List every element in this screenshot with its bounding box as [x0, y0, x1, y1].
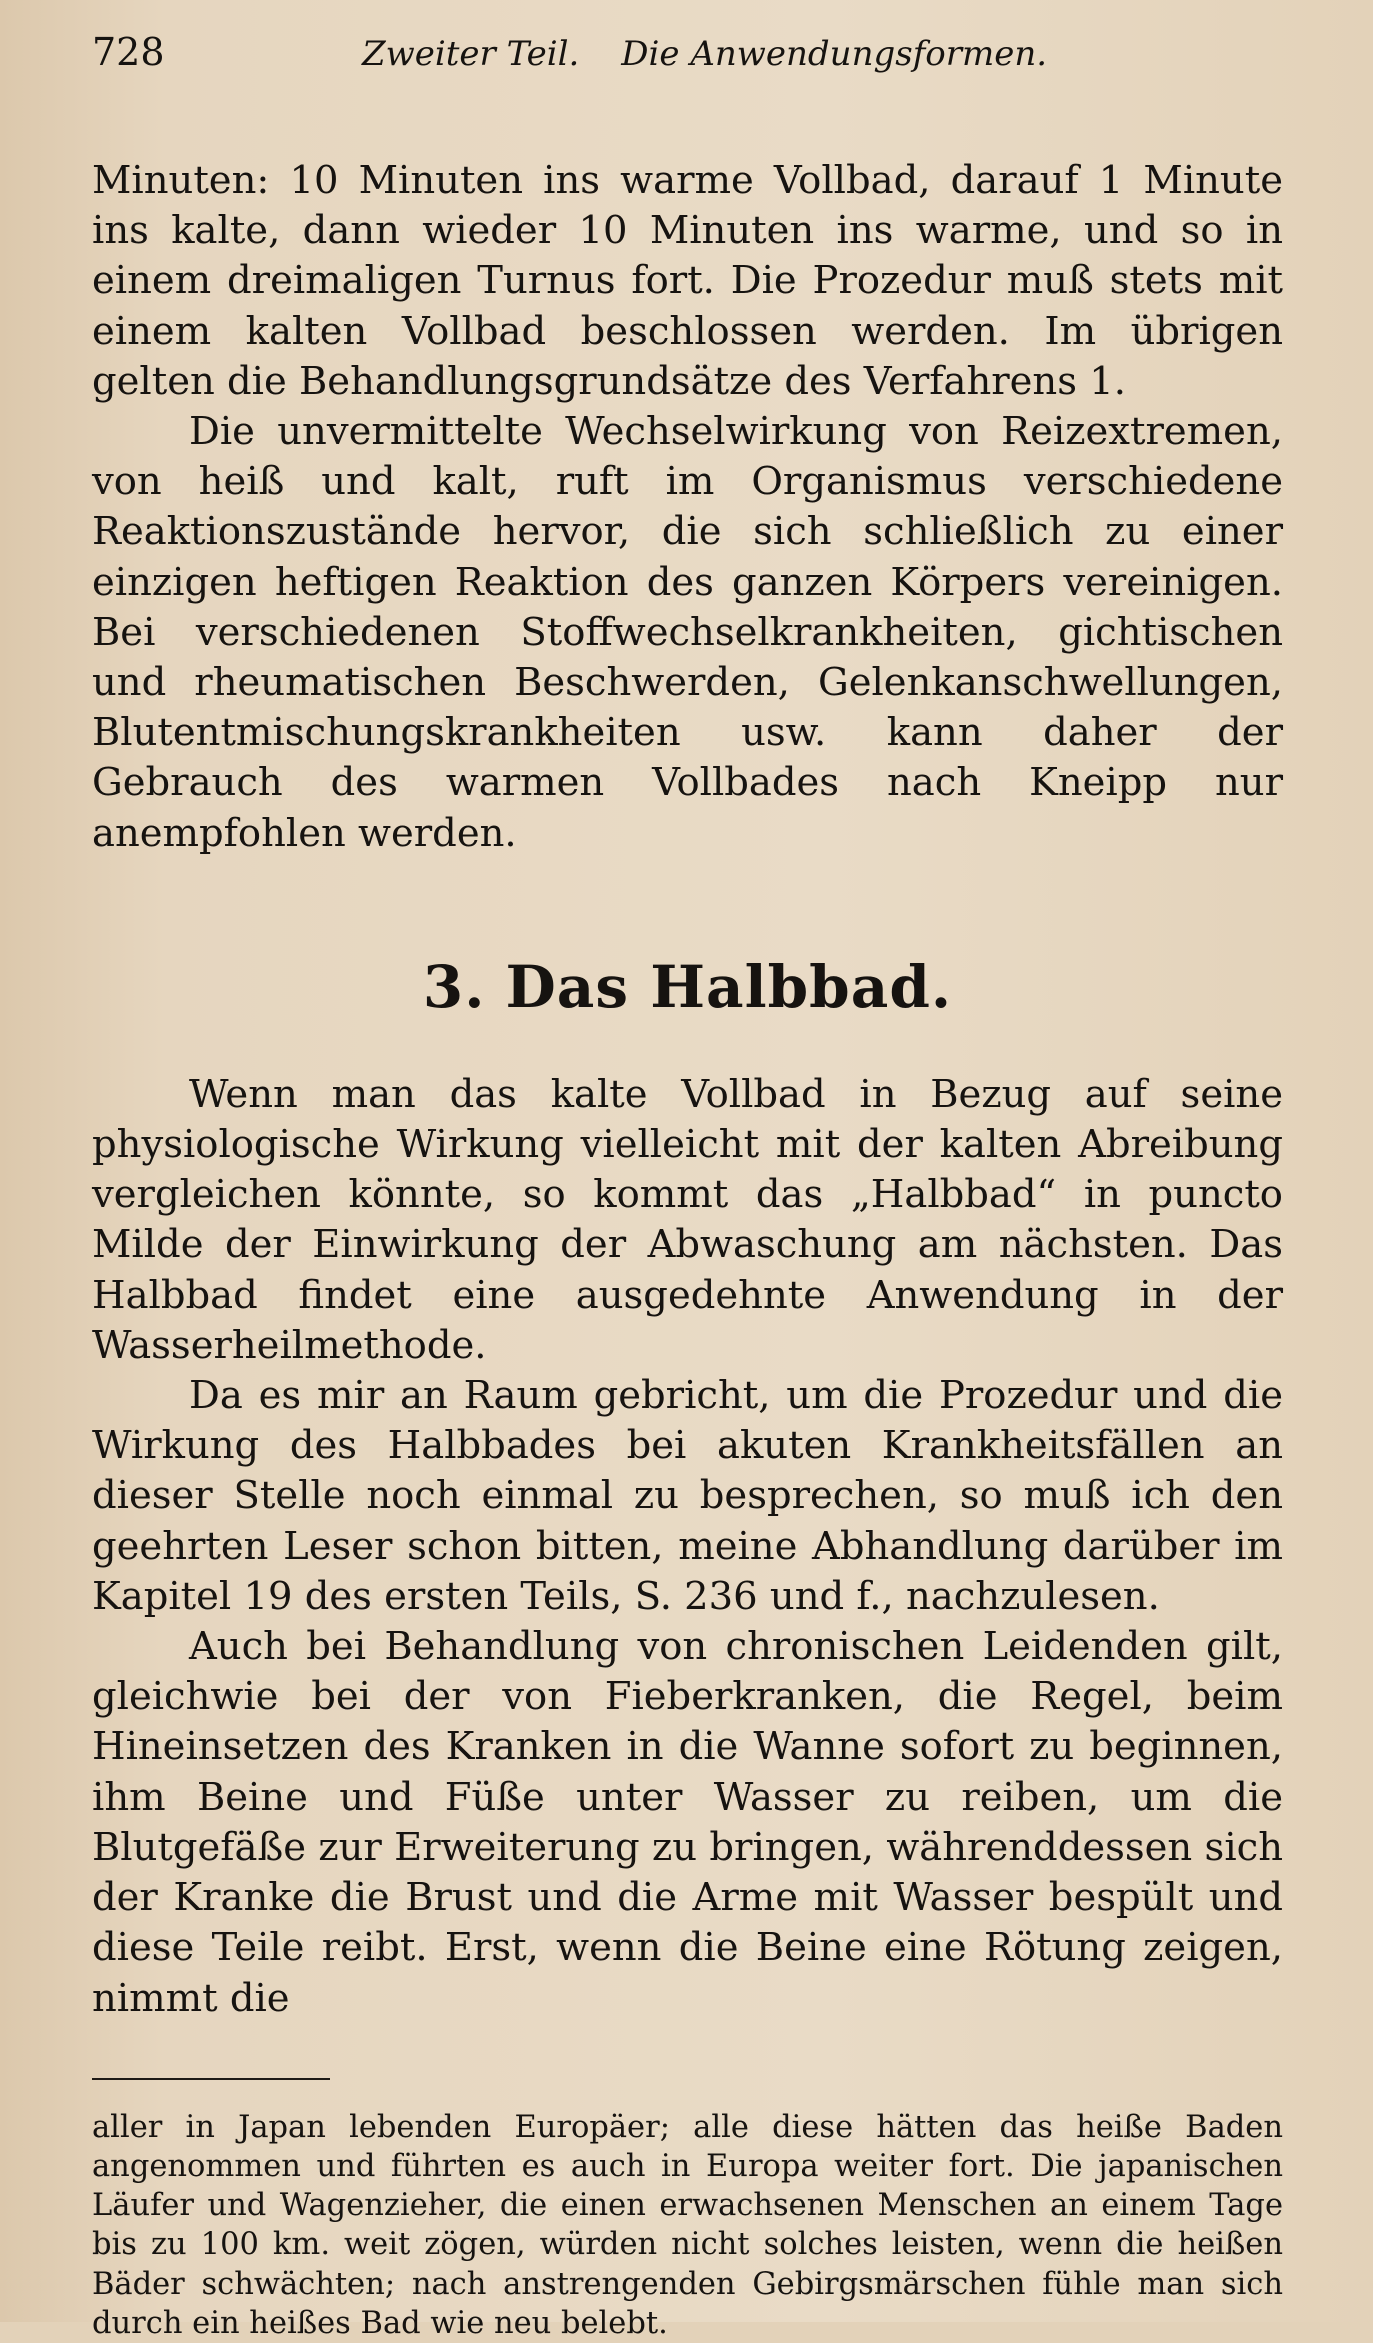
running-head-part: Zweiter Teil.: [362, 34, 580, 74]
paragraph: Minuten: 10 Minuten ins warme Vollbad, darauf 1 Minute ins kalte, dann wieder 10 Minuten ins warme, und so in einem dreimaligen Turnus fort. Die Prozedur muß stets mit einem kalten Vollbad beschlossen werden. Im übrigen gelten die Behandlungsgrundsätze des Verfahrens 1.: [92, 158, 1283, 404]
section-number: 3.: [422, 952, 486, 1021]
main-text: [92, 156, 1283, 2024]
running-head: [92, 30, 1283, 94]
paragraph: Auch bei Behandlung von chronischen Leidenden gilt, gleichwie bei der von Fieberkranken, die Regel, beim Hineinsetzen des Kranken in die Wanne sofort zu beginnen, ihm Beine und Füße unter Wasser zu reiben, um die Blutgefäße zur Erweiterung zu bringen, währenddessen sich der Kranke die Brust und die Arme mit Wasser bespült und diese Teile reibt. Erst, wenn die Beine eine Rötung zeigen, nimmt die: [92, 1624, 1283, 2021]
section-title: Das Halbbad.: [505, 952, 953, 1021]
running-head-chapter: Die Anwendungsformen.: [621, 34, 1048, 74]
footnote-divider: [92, 2078, 330, 2080]
footnote-area: [92, 2108, 1283, 2343]
paragraph: Die unvermittelte Wechselwirkung von Reizextremen, von heiß und kalt, ruft im Organismus verschiedene Reaktionszustände hervor, die sich schließlich zu einer einzigen heftigen Reaktion des ganzen Körpers vereinigen. Bei verschiedenen Stoffwechselkrankheiten, gichtischen und rheumatischen Beschwerden, Gelenkanschwellungen, Blutentmischungskrankheiten usw. kann daher der Gebrauch des warmen Vollbades nach Kneipp nur anempfohlen werden.: [92, 409, 1283, 856]
section-heading: [92, 952, 1283, 1022]
page-number: 728: [92, 30, 165, 74]
footnote-text: aller in Japan lebenden Europäer; alle diese hätten das heiße Baden angenommen und führten es auch in Europa weiter fort. Die japanischen Läufer und Wagenzieher, die einen erwachsenen Menschen an einem Tage bis zu 100 km. weit zögen, würden nicht solches leisten, wenn die heißen Bäder schwächten; nach anstrengenden Gebirgsmärschen fühle man sich durch ein heißes Bad wie neu belebt.: [92, 2109, 1283, 2341]
paragraph: Da es mir an Raum gebricht, um die Prozedur und die Wirkung des Halbbades bei akuten Krankheitsfällen an dieser Stelle noch einmal zu besprechen, so muß ich den geehrten Leser schon bitten, meine Abhandlung darüber im Kapitel 19 des ersten Teils, S. 236 und f., nachzulesen.: [92, 1373, 1283, 1619]
paragraph: Wenn man das kalte Vollbad in Bezug auf seine physiologische Wirkung vielleicht mit der kalten Abreibung vergleichen könnte, so kommt das „Halbbad“ in puncto Milde der Einwirkung der Abwaschung am nächsten. Das Halbbad findet eine ausgedehnte Anwendung in der Wasserheilmethode.: [92, 1071, 1283, 1368]
